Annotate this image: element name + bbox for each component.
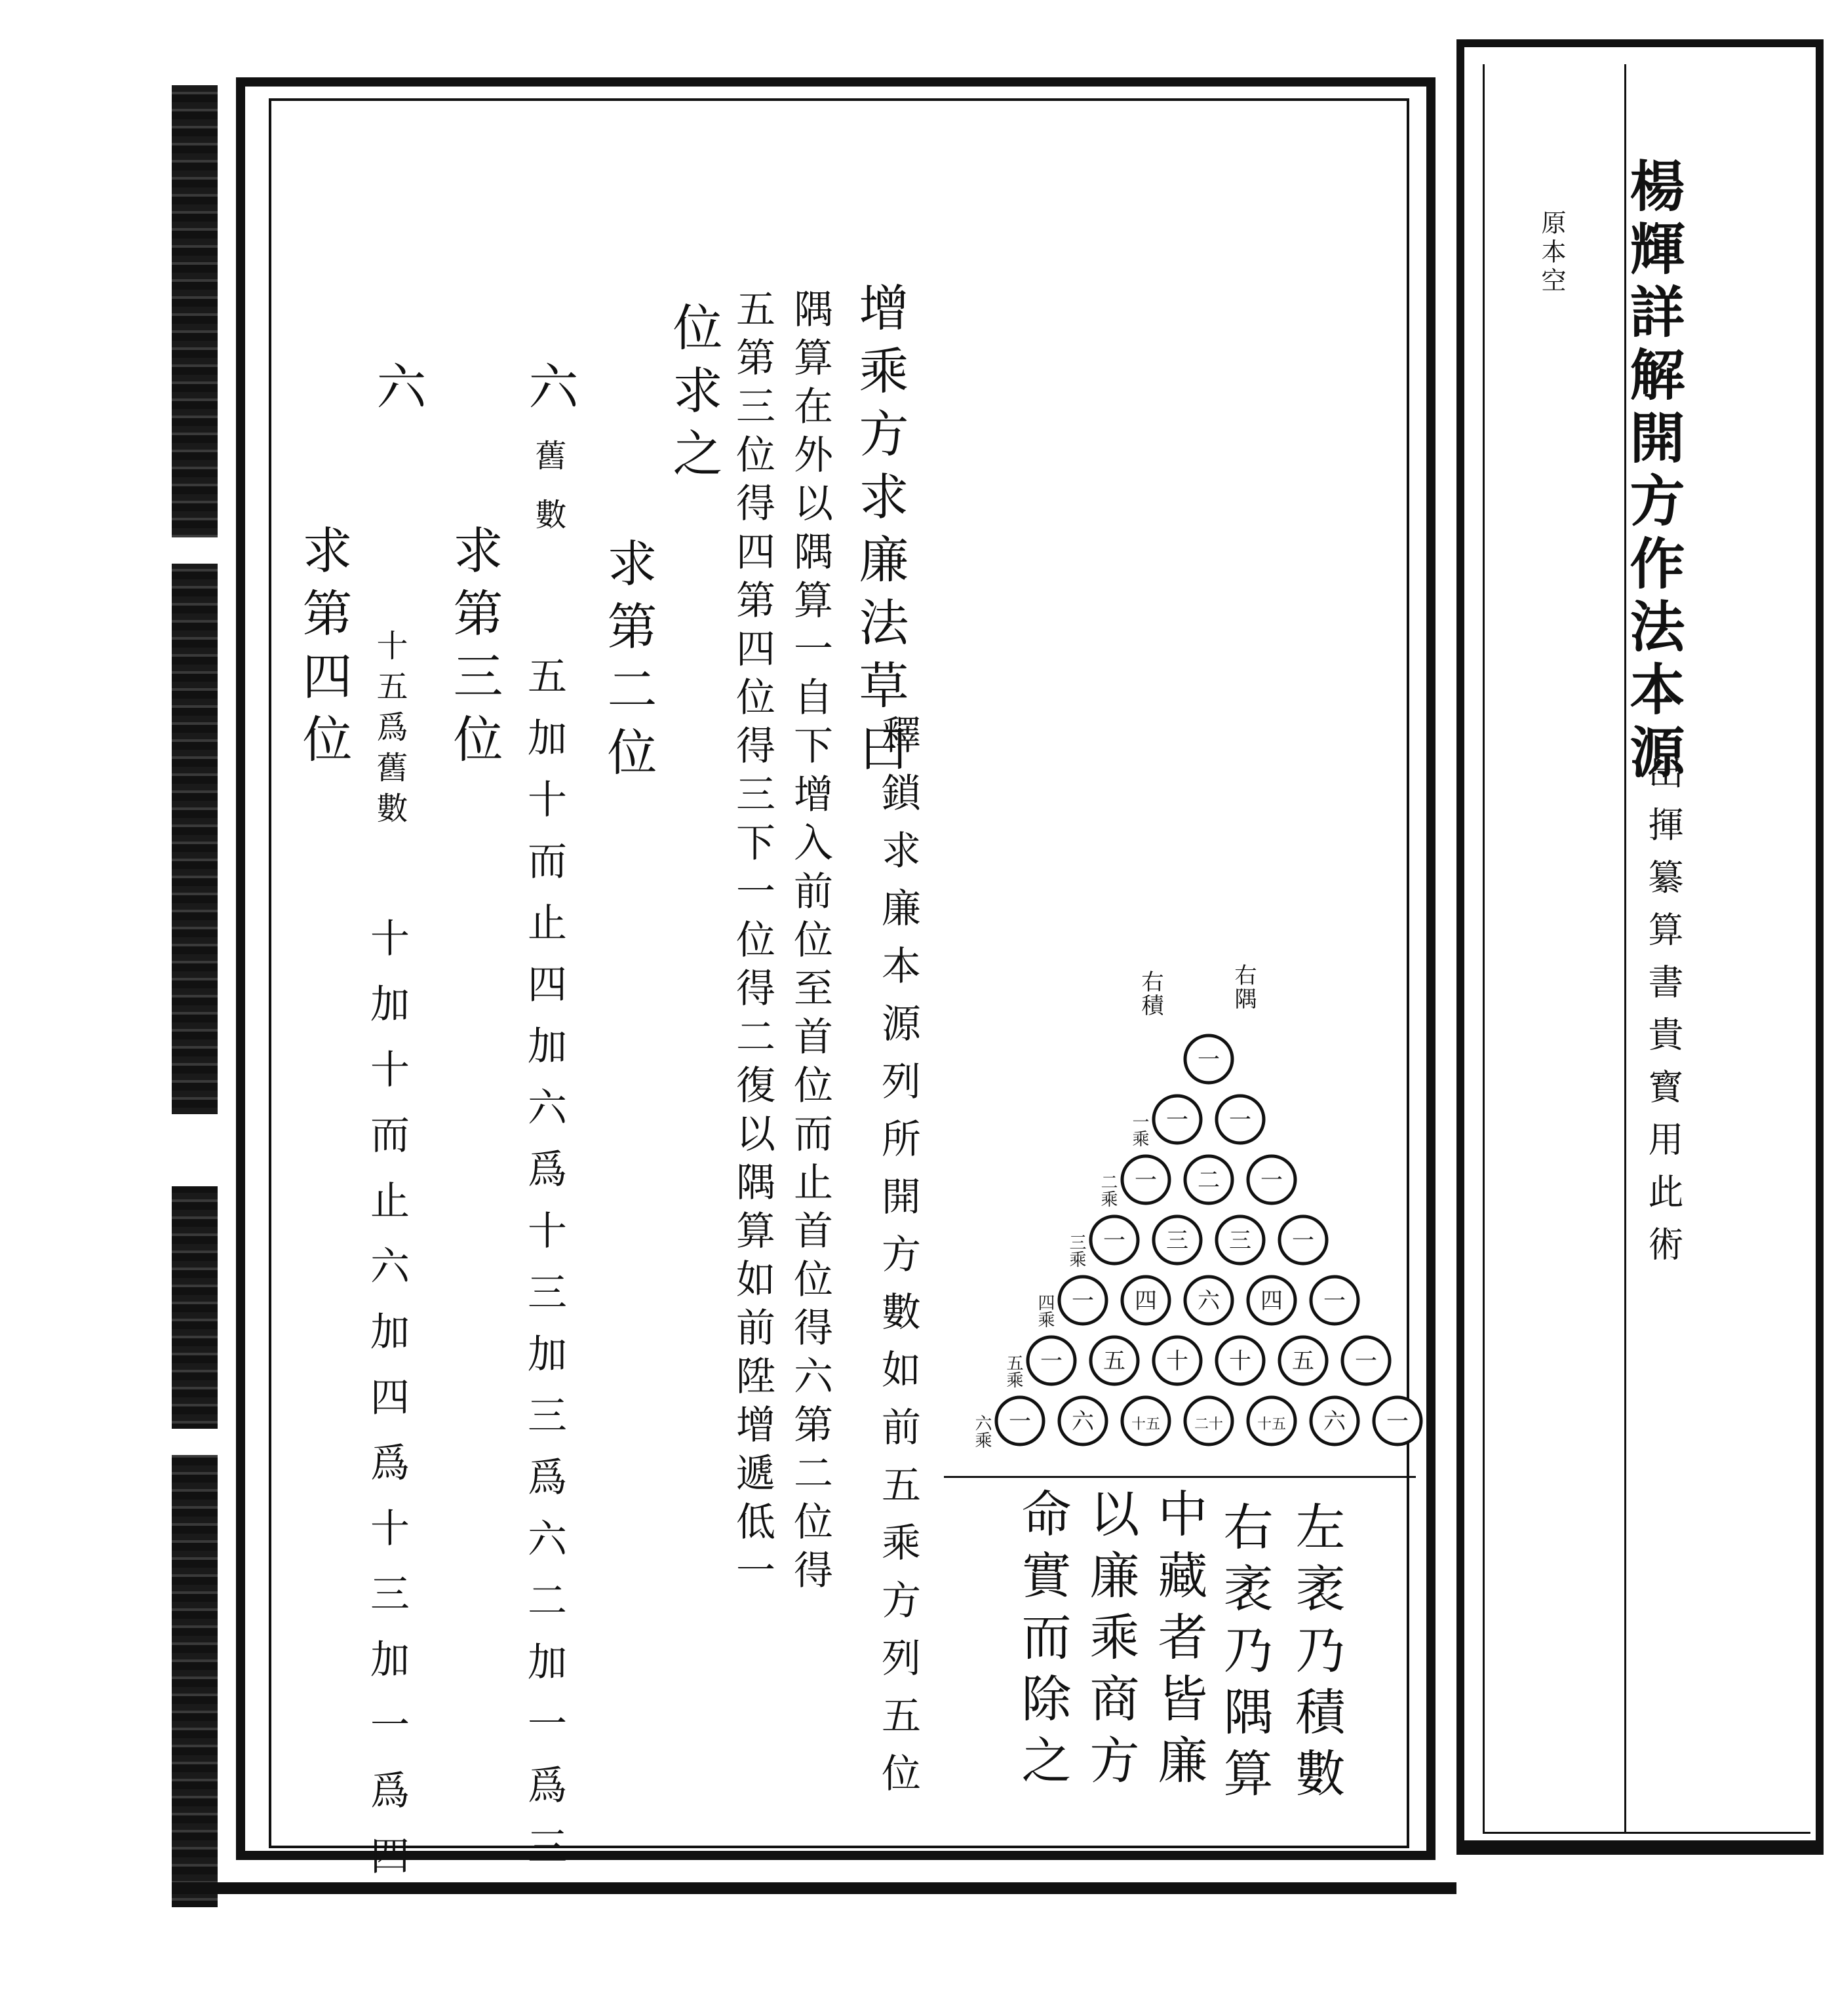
triangle-caption-1: 左袤乃積數 [1287,1501,1346,1809]
triangle-cell-value: 十 [1229,1348,1251,1374]
triangle-caption-3: 中藏者皆廉 [1150,1488,1208,1796]
triangle-cell-value: 一 [1229,1107,1251,1133]
triangle-cell [1311,1277,1358,1324]
comp-second-steps: 五加十而止四加六爲十三加三爲六二加一爲三 [521,655,567,1888]
triangle-cell-value: 五 [1103,1348,1125,1374]
comp-second-label: 求第二位 [599,537,657,789]
comp-head-1: 六 [520,360,579,423]
triangle-row-label: 三乘 [1066,1233,1086,1268]
triangle-cell-value: 六 [1072,1408,1094,1435]
right-page-title-note: 出揮纂算書貴寳用此術 [1643,754,1684,1278]
triangle-cell [1217,1337,1264,1384]
triangle-cell [1059,1397,1106,1444]
triangle-cell-value: 六 [1323,1408,1346,1435]
text-column-5: 位求之 [665,301,723,490]
triangle-cell-value: 一 [1260,1167,1283,1193]
triangle-cell-value: 一 [1072,1288,1094,1314]
triangle-cell-value: 一 [1040,1348,1063,1374]
triangle-cell-value: 一 [1198,1047,1220,1073]
triangle-cell [1154,1096,1201,1143]
triangle-label-right-corner: 右隅 [1230,963,1257,1011]
triangle-cell [1154,1337,1201,1384]
triangle-cell-value: 一 [1292,1228,1314,1254]
triangle-row-label: 六乘 [972,1414,992,1448]
triangle-cell-value: 十五 [1131,1416,1161,1433]
triangle-cell [1091,1337,1138,1384]
triangle-cell-value: 十五 [1257,1416,1287,1433]
triangle-cell-value: 五 [1292,1348,1314,1374]
triangle-cell-value: 二 [1198,1167,1220,1193]
comp-third-label: 求第三位 [445,524,503,776]
right-page-margin-note: 原本空 [1537,210,1566,296]
triangle-row-label: 二乘 [1098,1173,1118,1207]
triangle-cell [1154,1216,1201,1264]
triangle-row-label: 四乘 [1035,1294,1055,1328]
triangle-caption-4: 以廉乘商方 [1082,1488,1140,1796]
triangle-caption-divider [944,1476,1416,1478]
triangle-cell [1122,1156,1169,1203]
triangle-cell-value: 一 [1386,1408,1409,1435]
triangle-cell-value: 一 [1135,1167,1157,1193]
triangle-cell-value: 十 [1166,1348,1188,1374]
triangle-cell [1028,1337,1075,1384]
triangle-cell-value: 三 [1166,1228,1188,1254]
text-column-2: 釋鎖求廉本源列所開方數如前五乘方列五位 [875,714,921,1810]
comp-third-steps: 十加十而止六加四爲十三加一爲四 [364,918,410,1901]
triangle-cell-value: 一 [1166,1107,1188,1133]
triangle-cell-value: 一 [1103,1228,1125,1254]
triangle-cell [1185,1156,1232,1203]
triangle-cell [1248,1397,1295,1444]
triangle-cell [1342,1337,1390,1384]
triangle-cell [1185,1036,1232,1083]
triangle-cell-value: 四 [1260,1288,1283,1314]
triangle-cell [1374,1397,1421,1444]
triangle-cell-value: 四 [1135,1288,1157,1314]
text-column-1: 增乘方求廉法草曰 [851,282,909,785]
triangle-cell [1279,1337,1327,1384]
text-column-4: 五第三位得四第四位得三下一位得二復以隅算如前陞增遞低一 [730,288,775,1598]
triangle-cell [1217,1216,1264,1264]
comp-head-3: 六 [368,360,427,423]
triangle-cell-value: 一 [1355,1348,1377,1374]
comp-old-number-note: 舊數 [530,439,566,557]
comp-third-note: 十五爲舊數 [371,629,408,832]
triangle-label-right-top: 右積 [1137,970,1163,1017]
triangle-cell [1279,1216,1327,1264]
triangle-cell-value: 六 [1198,1288,1220,1314]
triangle-row-label: 五乘 [1004,1354,1023,1388]
text-column-3: 隅算在外以隅算一自下增入前位至首位而止首位得六第二位得 [787,288,833,1598]
triangle-cell-value: 一 [1323,1288,1346,1314]
triangle-cell [1311,1397,1358,1444]
triangle-caption-2: 右袤乃隅算 [1215,1501,1274,1809]
right-page-title: 楊輝詳解開方作法本源 [1621,157,1686,786]
triangle-cell-value: 二十 [1194,1416,1224,1433]
triangle-cell-value: 一 [1009,1408,1031,1435]
triangle-cell [1059,1277,1106,1324]
triangle-caption-5: 命實而除之 [1013,1488,1072,1796]
triangle-row-label: 一乘 [1129,1113,1149,1147]
triangle-cell [1217,1096,1264,1143]
triangle-cell [1185,1397,1232,1444]
triangle-cell [1091,1216,1138,1264]
triangle-cell [1122,1277,1169,1324]
triangle-cell [1248,1277,1295,1324]
triangle-cell [1185,1277,1232,1324]
triangle-cell [996,1397,1044,1444]
triangle-cell [1122,1397,1169,1444]
triangle-cell-value: 三 [1229,1228,1251,1254]
comp-fourth-label: 求第四位 [294,524,353,776]
triangle-cell [1248,1156,1295,1203]
